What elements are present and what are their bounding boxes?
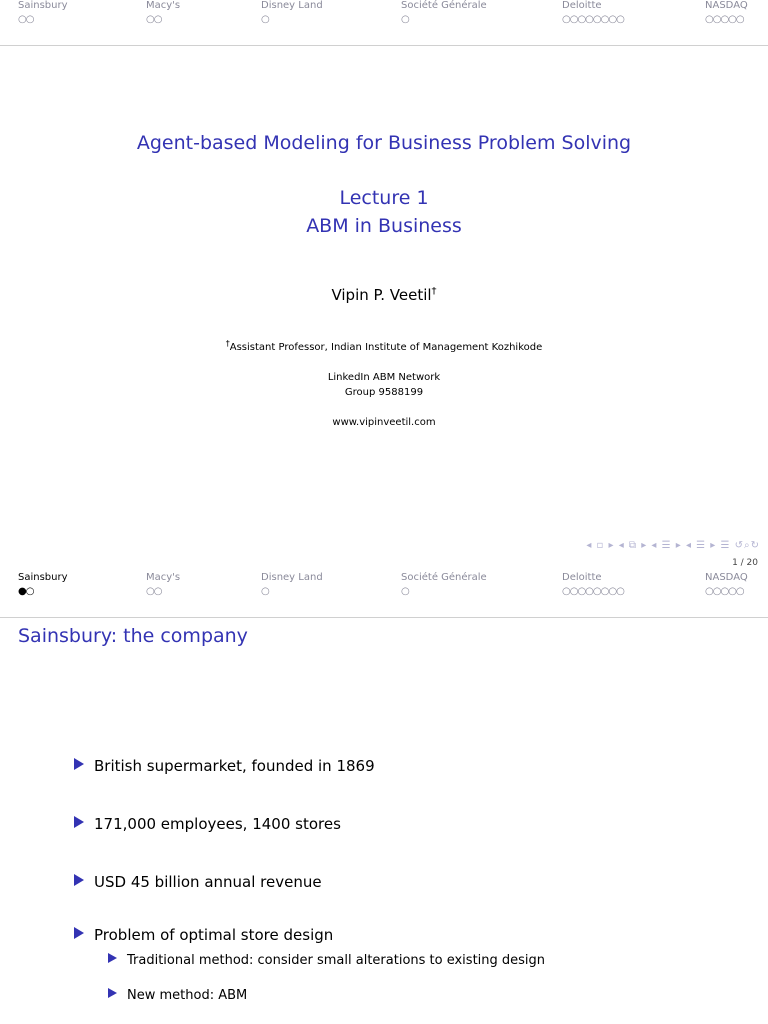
- nav-section-macys[interactable]: [146, 572, 180, 597]
- nav-section-nasdaq[interactable]: [705, 0, 748, 25]
- bullet-triangle-icon: [74, 758, 84, 770]
- bullet-triangle-icon: [108, 988, 117, 998]
- nav-section-deloitte[interactable]: [562, 572, 624, 597]
- group-line-1: LinkedIn ABM Network: [327, 372, 441, 383]
- nav-subsection-dots[interactable]: ○: [261, 14, 269, 25]
- lecture-topic: ABM in Business: [306, 215, 462, 237]
- nav-section-label[interactable]: Sainsbury: [18, 0, 68, 11]
- nav-section-label[interactable]: Disney Land: [261, 0, 323, 11]
- navbar-divider: [0, 45, 768, 46]
- bullet-triangle-icon: [74, 874, 84, 886]
- content-slide: [0, 572, 768, 1024]
- author: [0, 285, 768, 305]
- beamer-navigation-controls[interactable]: ◂ ▫ ▸ ◂ ⧉ ▸ ◂ ☰ ▸ ◂ ☰ ▸ ☰ ↺⌕↻: [586, 540, 760, 551]
- nav-subsection-dots[interactable]: ○: [261, 586, 269, 597]
- nav-section-label[interactable]: Macy's: [146, 572, 181, 583]
- sub-list-item-text: Traditional method: consider small alterations to existing design: [127, 953, 546, 968]
- nav-section-sainsbury[interactable]: [18, 572, 68, 597]
- nav-section-label[interactable]: NASDAQ: [705, 572, 748, 583]
- nav-subsection-dots[interactable]: ○: [401, 14, 409, 25]
- list-item: [74, 925, 333, 945]
- nav-section-disney-land[interactable]: [261, 0, 323, 25]
- sub-list-item: [108, 952, 545, 970]
- presentation-title-block: [0, 131, 768, 155]
- author-name: Vipin P. Veetil: [331, 286, 432, 304]
- author-footnote-mark: †: [431, 286, 437, 297]
- presentation-subtitle-block: [0, 184, 768, 240]
- list-item-text: USD 45 billion annual revenue: [94, 873, 322, 891]
- page-number: 1 / 20: [732, 558, 758, 568]
- nav-subsection-dots[interactable]: ○○○○○: [705, 586, 744, 597]
- nav-subsection-dots[interactable]: ○○○○○○○○: [562, 14, 624, 25]
- nav-subsection-dots[interactable]: ○○: [146, 586, 162, 597]
- list-item-text: British supermarket, founded in 1869: [94, 757, 375, 775]
- nav-section-label[interactable]: Société Générale: [401, 0, 487, 11]
- nav-section-societe-generale[interactable]: [401, 572, 487, 597]
- sub-list-item-text: New method: ABM: [127, 988, 248, 1003]
- nav-section-label[interactable]: Disney Land: [261, 572, 323, 583]
- group-line-2: Group 9588199: [344, 387, 424, 398]
- presentation-title: Agent-based Modeling for Business Problem Solving: [136, 132, 632, 154]
- sub-list-item: [108, 987, 247, 1005]
- nav-section-label[interactable]: Deloitte: [562, 572, 602, 583]
- list-item-text: Problem of optimal store design: [94, 926, 334, 944]
- bullet-triangle-icon: [74, 816, 84, 828]
- navbar-divider: [0, 617, 768, 618]
- nav-section-sainsbury[interactable]: [18, 0, 68, 25]
- nav-section-label[interactable]: Sainsbury: [18, 572, 68, 583]
- nav-subsection-dots[interactable]: ○○: [146, 14, 162, 25]
- nav-subsection-dots[interactable]: ●○: [18, 586, 34, 597]
- nav-section-deloitte[interactable]: [562, 0, 624, 25]
- nav-section-disney-land[interactable]: [261, 572, 323, 597]
- bullet-triangle-icon: [74, 927, 84, 939]
- nav-section-societe-generale[interactable]: [401, 0, 487, 25]
- nav-section-label[interactable]: NASDAQ: [705, 0, 748, 11]
- nav-section-macys[interactable]: [146, 0, 180, 25]
- list-item: [74, 872, 322, 892]
- nav-section-label[interactable]: Macy's: [146, 0, 181, 11]
- affiliation: [0, 341, 768, 355]
- nav-section-label[interactable]: Deloitte: [562, 0, 602, 11]
- affiliation-footnote-mark: †: [225, 339, 230, 348]
- section-navbar: [0, 572, 768, 618]
- nav-subsection-dots[interactable]: ○: [401, 586, 409, 597]
- list-item: [74, 814, 341, 834]
- list-item-text: 171,000 employees, 1400 stores: [94, 815, 341, 833]
- affiliation-text: Assistant Professor, Indian Institute of Management Kozhikode: [229, 342, 543, 353]
- nav-subsection-dots[interactable]: ○○○○○: [705, 14, 744, 25]
- frame-title: Sainsbury: the company: [18, 625, 248, 647]
- lecture-number: Lecture 1: [339, 187, 429, 209]
- list-item: [74, 756, 375, 776]
- nav-subsection-dots[interactable]: ○○: [18, 14, 34, 25]
- section-navbar: [0, 0, 768, 46]
- bullet-triangle-icon: [108, 953, 117, 963]
- nav-section-nasdaq[interactable]: [705, 572, 748, 597]
- nav-subsection-dots[interactable]: ○○○○○○○○: [562, 586, 624, 597]
- website-link[interactable]: www.vipinveetil.com: [332, 417, 436, 428]
- nav-section-label[interactable]: Société Générale: [401, 572, 487, 583]
